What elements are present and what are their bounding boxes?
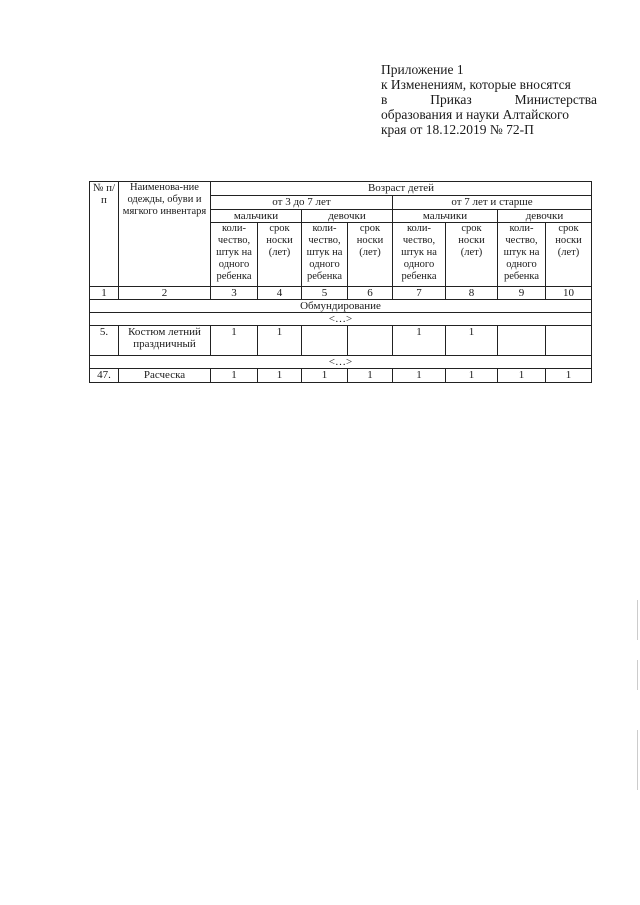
row-value <box>302 326 348 356</box>
header-term: срок носки (лет) <box>348 223 393 287</box>
row-value: 1 <box>393 326 446 356</box>
row-value: 1 <box>446 369 498 383</box>
header-col-name: Наименова-ние одежды, обуви и мягкого инвентаря <box>119 182 211 287</box>
row-value <box>498 326 546 356</box>
row-value <box>546 326 592 356</box>
header-boys: мальчики <box>211 210 302 223</box>
header-qty: коли-чество, штук на одного ребенка <box>211 223 258 287</box>
omission-marker: <…> <box>90 313 592 326</box>
appendix-subtitle-justified-line <box>381 92 597 107</box>
column-number: 5 <box>302 287 348 300</box>
column-number: 3 <box>211 287 258 300</box>
header-girls: девочки <box>498 210 592 223</box>
row-value: 1 <box>211 369 258 383</box>
column-number: 10 <box>546 287 592 300</box>
column-number: 9 <box>498 287 546 300</box>
row-value: 1 <box>498 369 546 383</box>
header-word: в <box>381 92 388 107</box>
table-row <box>90 369 592 383</box>
column-number: 4 <box>258 287 302 300</box>
column-number: 6 <box>348 287 393 300</box>
item-name: Костюм летний праздничный <box>119 326 211 356</box>
header-age: Возраст детей <box>211 182 592 196</box>
table-row <box>90 326 592 356</box>
scan-edge-mark <box>637 600 638 640</box>
row-number: 5. <box>90 326 119 356</box>
appendix-title: Приложение 1 <box>381 62 464 77</box>
header-qty: коли-чество, штук на одного ребенка <box>302 223 348 287</box>
header-girls: девочки <box>302 210 393 223</box>
row-value: 1 <box>211 326 258 356</box>
appendix-order-reference: края от 18.12.2019 № 72-П <box>381 122 534 137</box>
column-number: 8 <box>446 287 498 300</box>
appendix-header <box>381 62 597 137</box>
header-col-num: № п/п <box>90 182 119 287</box>
omission-marker: <…> <box>90 356 592 369</box>
row-value: 1 <box>258 326 302 356</box>
header-age-group-7-plus: от 7 лет и старше <box>393 196 592 210</box>
row-value: 1 <box>446 326 498 356</box>
header-age-group-3-7: от 3 до 7 лет <box>211 196 393 210</box>
row-value: 1 <box>348 369 393 383</box>
column-numbers-row <box>90 287 592 300</box>
column-number: 1 <box>90 287 119 300</box>
norms-table <box>89 181 592 383</box>
row-value <box>348 326 393 356</box>
column-number: 2 <box>119 287 211 300</box>
row-value: 1 <box>546 369 592 383</box>
appendix-subtitle-line: к Изменениям, которые вносятся <box>381 77 571 92</box>
item-name: Расческа <box>119 369 211 383</box>
row-number: 47. <box>90 369 119 383</box>
column-number: 7 <box>393 287 446 300</box>
header-qty: коли-чество, штук на одного ребенка <box>498 223 546 287</box>
section-title: Обмундирование <box>90 300 592 313</box>
header-boys: мальчики <box>393 210 498 223</box>
header-word: Министерства <box>514 92 597 107</box>
header-word: Приказ <box>430 92 472 107</box>
scan-edge-mark <box>637 660 638 690</box>
row-value: 1 <box>393 369 446 383</box>
row-value: 1 <box>258 369 302 383</box>
header-term: срок носки (лет) <box>258 223 302 287</box>
header-term: срок носки (лет) <box>546 223 592 287</box>
header-term: срок носки (лет) <box>446 223 498 287</box>
row-value: 1 <box>302 369 348 383</box>
appendix-subtitle-line: образования и науки Алтайского <box>381 107 569 122</box>
scan-edge-mark <box>637 730 638 790</box>
header-qty: коли-чество, штук на одного ребенка <box>393 223 446 287</box>
